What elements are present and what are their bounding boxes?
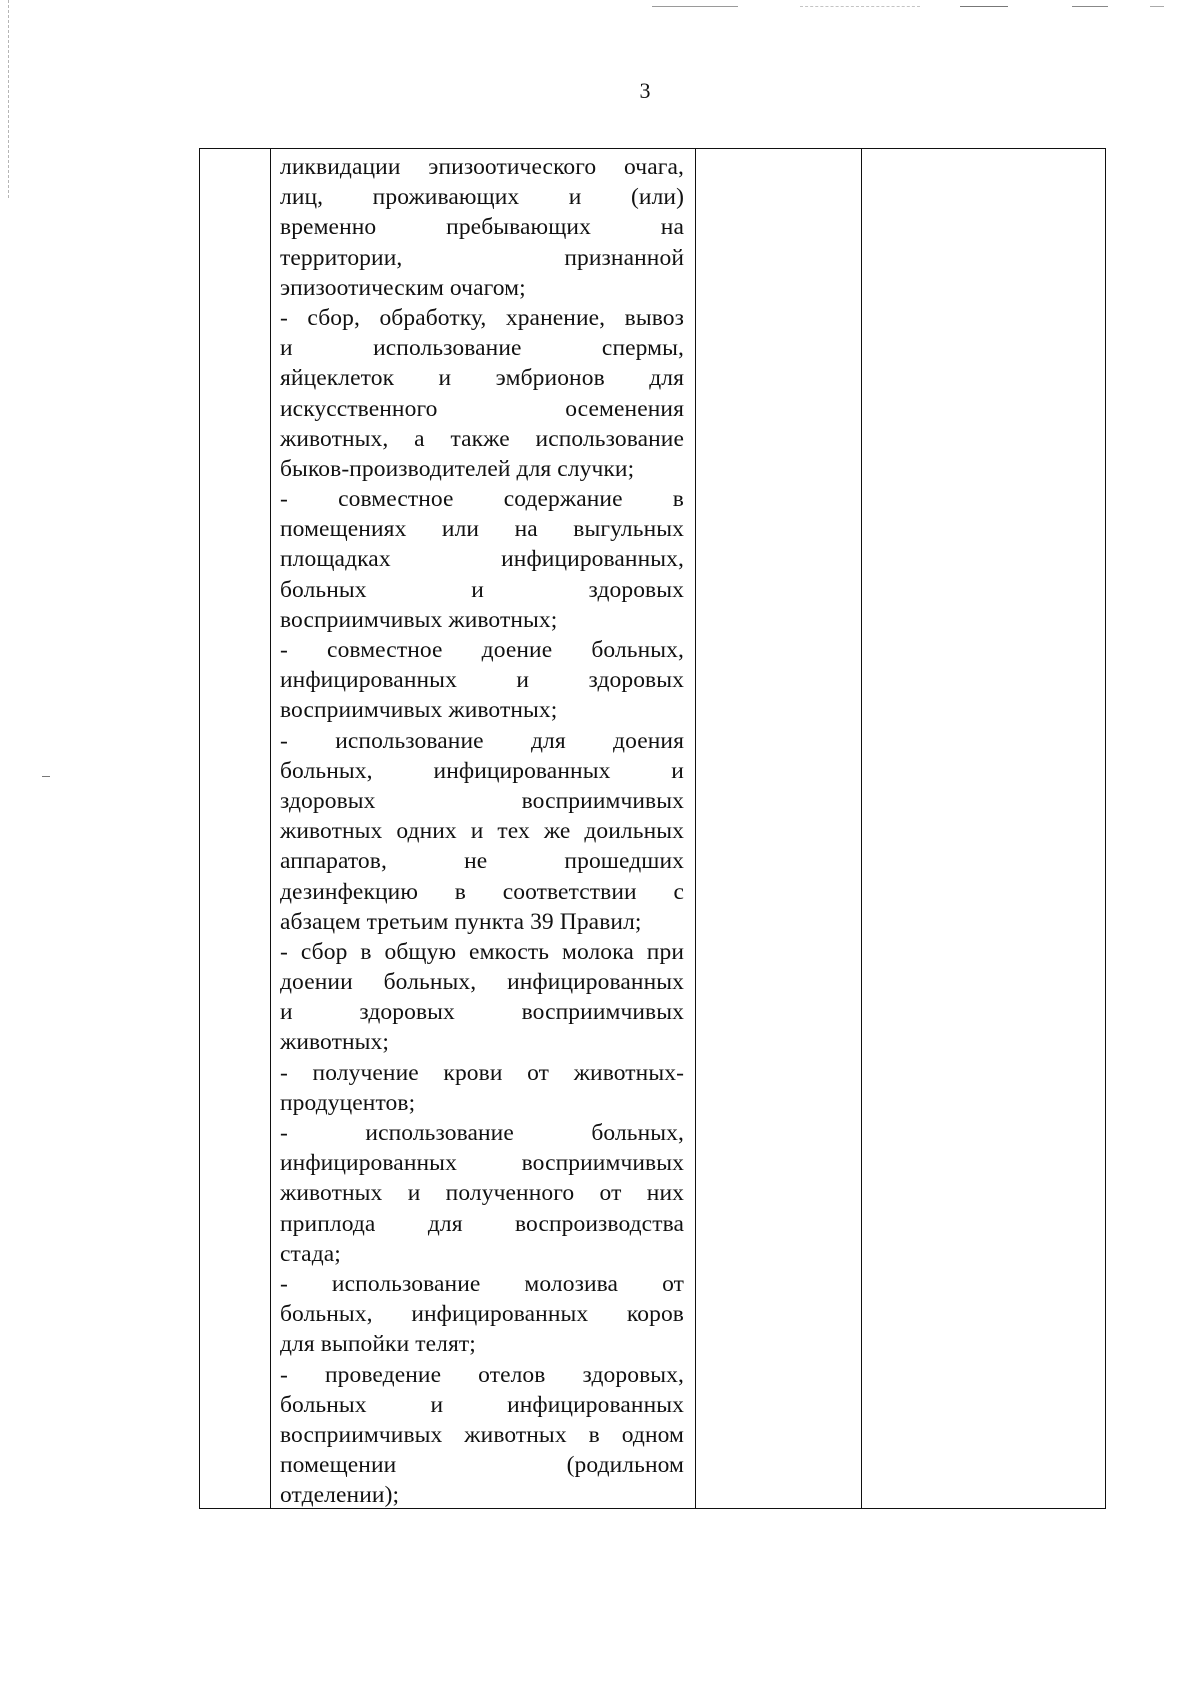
table-cell-empty bbox=[862, 149, 1106, 1509]
text-line: - получение крови от животных- bbox=[280, 1059, 684, 1086]
text-line: дезинфекцию в соответствии с bbox=[280, 878, 684, 905]
text-line: лиц, проживающих и (или) bbox=[280, 184, 684, 211]
text-line: восприимчивых животных; bbox=[280, 697, 558, 724]
text-line: площадках инфицированных, bbox=[280, 546, 684, 573]
text-line: - использование для доения bbox=[280, 727, 684, 754]
text-line: - использование молозива от bbox=[280, 1270, 684, 1297]
text-line: - проведение отелов здоровых, bbox=[280, 1361, 684, 1388]
text-line: аппаратов, не прошедших bbox=[280, 848, 684, 875]
text-line: больных и инфицированных bbox=[280, 1391, 684, 1418]
text-line: и здоровых восприимчивых bbox=[280, 999, 684, 1026]
text-line: инфицированных и здоровых bbox=[280, 667, 684, 694]
text-line: животных и полученного от них bbox=[280, 1180, 684, 1207]
text-line: больных и здоровых bbox=[280, 576, 684, 603]
text-line: - совместное содержание в bbox=[280, 486, 684, 513]
text-line: продуцентов; bbox=[280, 1089, 416, 1116]
text-line: животных одних и тех же доильных bbox=[280, 818, 684, 845]
text-line: - сбор, обработку, хранение, вывоз bbox=[280, 304, 684, 331]
scan-artifact-line bbox=[1150, 6, 1164, 7]
text-line: быков-производителей для случки; bbox=[280, 455, 635, 482]
text-line: животных; bbox=[280, 1029, 390, 1056]
table-cell-number bbox=[200, 149, 271, 1509]
text-line: отделении); bbox=[280, 1482, 400, 1509]
text-line: - сбор в общую емкость молока при bbox=[280, 938, 684, 965]
scan-artifact-line bbox=[652, 6, 738, 7]
text-line: искусственного осеменения bbox=[280, 395, 684, 422]
text-line: - совместное доение больных, bbox=[280, 637, 684, 663]
text-line: территории, признанной bbox=[280, 244, 684, 271]
scan-artifact-line bbox=[800, 6, 920, 7]
cell-text-block bbox=[271, 149, 695, 1508]
scan-artifact-line bbox=[960, 6, 1008, 7]
text-line: ликвидации эпизоотического очага, bbox=[280, 154, 684, 180]
text-line: приплода для воспроизводства bbox=[280, 1210, 684, 1237]
text-line: здоровых восприимчивых bbox=[280, 787, 684, 814]
text-line: для выпойки телят; bbox=[280, 1331, 476, 1358]
text-line: восприимчивых животных в одном bbox=[280, 1421, 684, 1448]
text-line: больных, инфицированных коров bbox=[280, 1301, 684, 1328]
text-line: временно пребывающих на bbox=[280, 214, 684, 241]
scan-artifact-line bbox=[1072, 6, 1108, 7]
table-cell-empty bbox=[696, 149, 862, 1509]
page-number: 3 bbox=[639, 78, 651, 103]
text-line: доении больных, инфицированных bbox=[280, 969, 684, 996]
text-line: инфицированных восприимчивых bbox=[280, 1150, 684, 1177]
text-line: помещении (родильном bbox=[280, 1452, 684, 1479]
text-line: восприимчивых животных; bbox=[280, 606, 558, 633]
text-line: яйцеклеток и эмбрионов для bbox=[280, 365, 684, 392]
table-cell-text bbox=[271, 149, 696, 1509]
table-row bbox=[200, 149, 1106, 1509]
text-line: абзацем третьим пункта 39 Правил; bbox=[280, 908, 642, 935]
scan-speck bbox=[42, 776, 50, 777]
text-line: помещениях или на выгульных bbox=[280, 516, 684, 543]
content-table bbox=[199, 148, 1106, 1509]
text-line: и использование спермы, bbox=[280, 335, 684, 362]
text-line: больных, инфицированных и bbox=[280, 757, 684, 784]
text-line: эпизоотическим очагом; bbox=[280, 274, 526, 301]
text-line: животных, а также использование bbox=[280, 425, 684, 452]
text-line: стада; bbox=[280, 1240, 341, 1267]
text-line: - использование больных, bbox=[280, 1120, 684, 1146]
